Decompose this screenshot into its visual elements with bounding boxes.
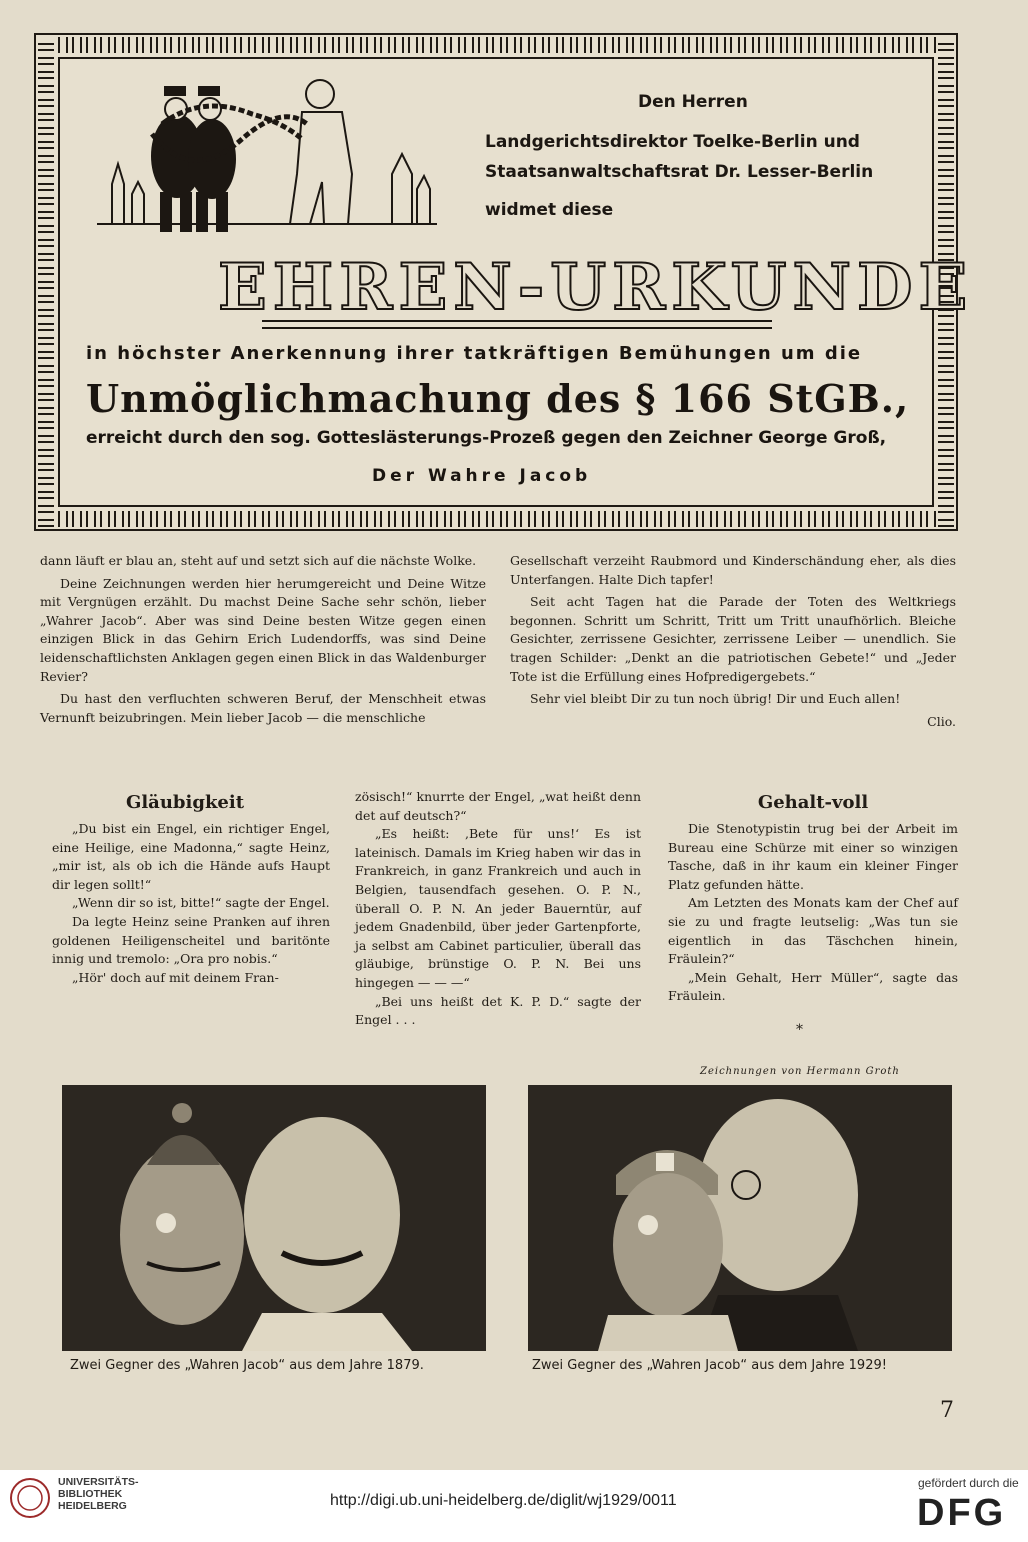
dfg-logo: DFG: [917, 1492, 1007, 1534]
paragraph: Da legte Heinz seine Pranken auf ihren goldenen Heiligenscheitel und baritönte innig und tremolo: „Ora pro nobis.“: [52, 913, 330, 967]
paragraph: dann läuft er blau an, steht auf und setzt sich auf die nächste Wolke.: [40, 553, 477, 568]
paragraph: „Bei uns heißt det K. P. D.“ sagte der Engel . . .: [355, 993, 641, 1028]
cartoon-illustration: [92, 64, 442, 244]
paragraph: „Du bist ein Engel, ein richtiger Engel, eine Heilige, eine Madonna,“ sagte Heinz, „mir ist, als ob ich die Hände aufs Haupt dir legen sollt!“: [52, 821, 330, 892]
story-heading: Gehalt-voll: [757, 792, 869, 813]
dedication-line: widmet diese: [485, 200, 614, 220]
certificate-subtitle: in höchster Anerkennung ihrer tatkräftigen Bemühungen um die: [86, 343, 863, 364]
story-continuation: [355, 788, 641, 1030]
drawings-credit: Zeichnungen von Hermann Groth: [700, 1066, 900, 1077]
paragraph: „Hör' doch auf mit deinem Fran-: [72, 969, 279, 985]
story-heading: Gläubigkeit: [125, 792, 245, 813]
paragraph: Du hast den verfluchten schweren Beruf, der Menschheit etwas Vernunft beizubringen. Mein lieber Jacob — die menschliche: [40, 691, 486, 725]
permalink[interactable]: http://digi.ub.uni-heidelberg.de/diglit/wj1929/0011: [330, 1492, 677, 1509]
dedication-line: Den Herren: [638, 92, 748, 112]
dedication-line: Landgerichtsdirektor Toelke-Berlin und: [485, 132, 860, 152]
paragraph: Die Stenotypistin trug bei der Arbeit im Bureau eine Schürze mit einer so winzigen Tasche, daß in ihr kaum ein kleiner Finger Platz gefunden hätte.: [668, 821, 958, 892]
ornamental-border-bottom: [38, 511, 954, 527]
paragraph: Gesellschaft verzeiht Raubmord und Kinderschändung eher, als dies Unterfangen. Halte Dich tapfer!: [510, 553, 956, 587]
paragraph: zösisch!“ knurrte der Engel, „wat heißt denn det auf deutsch?“: [355, 789, 641, 823]
paragraph: „Mein Gehalt, Herr Müller“, sagte das Fräulein.: [668, 969, 958, 1004]
caricature-1879-icon: [62, 1085, 486, 1351]
paragraph: Sehr viel bleibt Dir zu tun noch übrig! Dir und Euch allen!: [530, 691, 901, 707]
library-line: BIBLIOTHEK: [58, 1488, 123, 1500]
paragraph: „Es heißt: ,Bete für uns!‘ Es ist lateinisch. Damals im Krieg haben wir das in Frankreich, in ganz Frankreich und auch in Belgien, tausendfach gesehen. O. P. N., überall O. P. N. An jeder Bauerntür, auf jedem Gnadenbild, über jeder Gartenpforte, ja selbst am Cabinet particulier, überall das gläubige, brünstige O. P. N. Bei uns hingegen — — —“: [355, 826, 641, 990]
paragraph: Am Letzten des Monats kam der Chef auf sie zu und fragte leutselig: „Was tun sie eigentlich in das Täschchen hinein, Fräulein?“: [668, 895, 958, 967]
section-star: *: [796, 1022, 803, 1038]
certificate-reason: erreicht durch den sog. Gotteslästerungs-Prozeß gegen den Zeichner George Groß,: [86, 428, 887, 448]
ornamental-border-top: [38, 37, 954, 53]
funding-label: gefördert durch die: [918, 1476, 1019, 1490]
title-underline: [262, 320, 772, 329]
caption-left: Zwei Gegner des „Wahren Jacob“ aus dem Jahre 1879.: [70, 1358, 424, 1373]
letter-left-column: [40, 552, 486, 731]
letter-right-column: [510, 552, 956, 735]
drawing-1929: [528, 1085, 952, 1351]
page-number: 7: [940, 1398, 954, 1423]
library-name: [58, 1476, 139, 1512]
university-seal-icon: [8, 1476, 52, 1520]
paragraph: Deine Zeichnungen werden hier herumgereicht und Deine Witze mit Vergnügen erzählt. Du machst Deine Sache sehr schön, lieber „Wahrer Jacob“. Aber was sind Deine besten Witze gegen einen einzigen Blick in das Gehirn Erich Ludendorffs, was sind Deine leidenschaftlichsten Anklagen gegen einen Blick in das Waldenburger Revier?: [40, 575, 486, 684]
caption-right: Zwei Gegner des „Wahren Jacob“ aus dem Jahre 1929!: [532, 1358, 887, 1373]
paragraph: „Wenn dir so ist, bitte!“ sagte der Engel.: [72, 895, 330, 911]
library-line: HEIDELBERG: [58, 1500, 127, 1512]
certificate-headline: Unmöglichmachung des § 166 StGB.,: [86, 376, 910, 421]
viewer-footer: [0, 1470, 1028, 1542]
ornamental-border-left: [38, 37, 54, 527]
story-gläubigkeit: [52, 820, 330, 987]
letter-signoff: Clio.: [927, 713, 956, 729]
caricature-1929-icon: [528, 1085, 952, 1351]
library-line: UNIVERSITÄTS-: [58, 1476, 139, 1488]
drawing-1879: [62, 1085, 486, 1351]
dedication-line: Staatsanwaltschaftsrat Dr. Lesser-Berlin: [485, 162, 874, 182]
certificate-signature: Der Wahre Jacob: [372, 466, 592, 486]
certificate-title: EHREN-URKUNDE: [218, 250, 974, 325]
paragraph: Seit acht Tagen hat die Parade der Toten des Weltkriegs begonnen. Schritt um Schritt, Tritt um Tritt unaufhörlich. Bleiche Gesichter, zerrissene Gesichter, zerrissene Leiber — unendlich. Sie tragen Schilder: „Denkt an die patriotischen Gebete!“ und „Jeder Tote ist die Erfüllung eines Hofpredigergebets.“: [510, 594, 956, 684]
story-gehalt-voll: [668, 820, 958, 1006]
